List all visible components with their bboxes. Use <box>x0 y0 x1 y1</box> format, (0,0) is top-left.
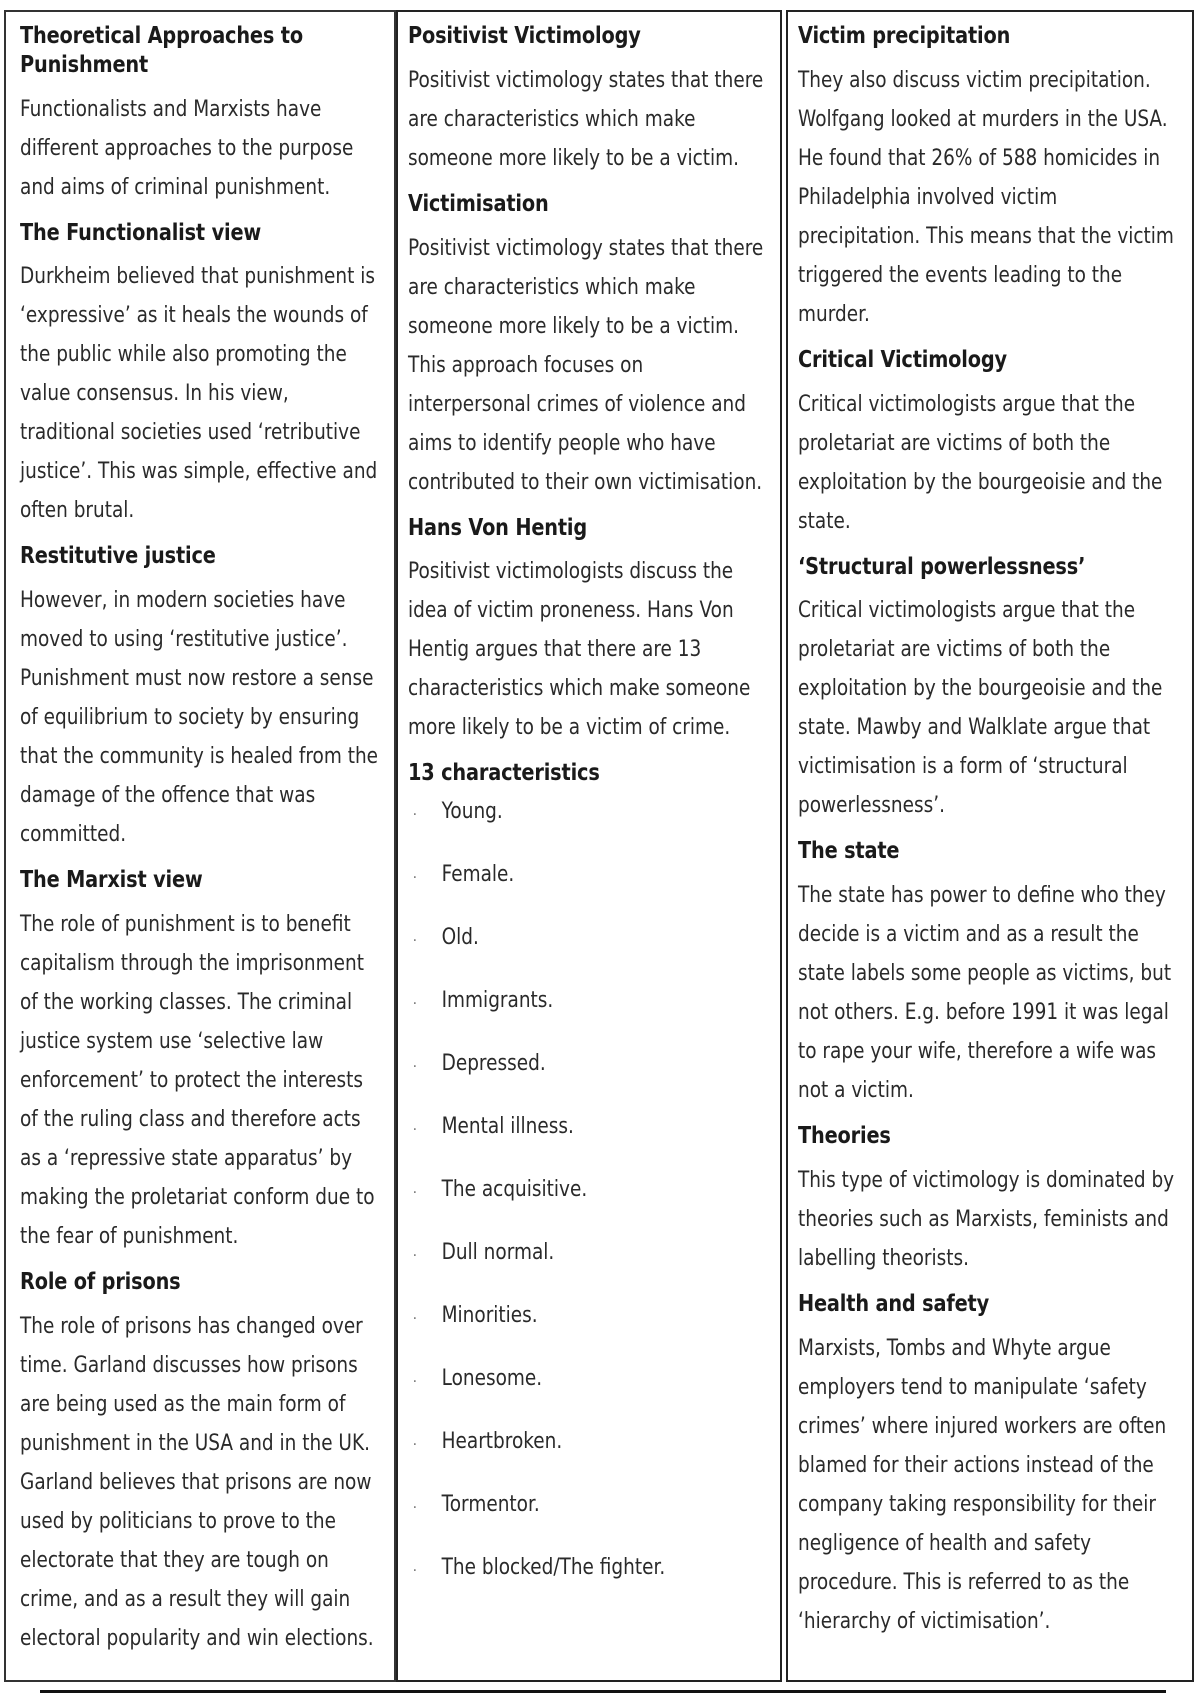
text-theories: This type of victimology is dominated by theories such as Marxists, feminists and labelling theorists. <box>798 1167 1175 1271</box>
list-item: · Female. <box>408 861 770 924</box>
bullet-icon: · <box>413 1248 417 1264</box>
list-item: · The acquisitive. <box>408 1176 770 1239</box>
bullet-icon: · <box>413 870 417 886</box>
list-item: · Minorities. <box>408 1302 770 1365</box>
list-item: · Heartbroken. <box>408 1428 770 1491</box>
list-item: · Immigrants. <box>408 987 770 1050</box>
heading-theories: Theories <box>798 1123 891 1149</box>
text-marxist-view: The role of punishment is to benefit capitalism through the imprisonment of the working classes. The criminal justice system use ‘selective law enforcement’ to protect the interests of the ruling class and therefore acts as a ‘repressive state apparatus’ by making the proletariat conform due to the fear of punishment. <box>20 911 375 1249</box>
bullet-icon: · <box>413 1374 417 1390</box>
bullet-icon: · <box>413 1059 417 1075</box>
heading-13-characteristics: 13 characteristics <box>408 760 600 787</box>
heading-positivist-victimology: Positivist Victimology <box>408 23 641 49</box>
heading-victimisation: Victimisation <box>408 190 549 217</box>
heading-marxist-view: The Marxist view <box>20 867 203 893</box>
text-functionalist-view: Durkheim believed that punishment is ‘expressive’ as it heals the wounds of the public while also promoting the value consensus. In his view, traditional societies used ‘retributive justice’. This was simple, effective and often brutal. <box>20 264 378 524</box>
bullet-icon: · <box>413 1563 417 1579</box>
heading-critical-victimology: Critical Victimology <box>798 346 1007 373</box>
text-victim-precipitation: They also discuss victim precipitation. Wolfgang looked at murders in the USA. He found that 26% of 588 homicides in Philadelphia involved victim precipitation. This means that the victim triggered the events leading to the murder. <box>798 67 1174 327</box>
heading-restitutive-justice: Restitutive justice <box>20 543 216 570</box>
bullet-icon: · <box>413 1122 417 1138</box>
heading-structural-powerlessness: ‘Structural powerlessness’ <box>798 553 1086 580</box>
text-victimisation: Positivist victimology states that there are characteristics which make someone more likely to be a victim. This approach focuses on interpersonal crimes of violence and aims to identify people who have contributed to their own victimisation. <box>408 235 764 495</box>
column-positivist-victimology <box>396 10 782 1682</box>
bullet-icon: · <box>413 933 417 949</box>
bullet-icon: · <box>413 996 417 1012</box>
text-positivist-victimology: Positivist victimology states that there are characteristics which make someone more likely to be a victim. <box>408 67 764 171</box>
list-item: · Tormentor. <box>408 1491 770 1554</box>
text-health-and-safety: Marxists, Tombs and Whyte argue employers tend to manipulate ‘safety crimes’ where injured workers are often blamed for their actions instead of the company taking responsibility for their negligence of health and safety procedure. This is referred to as the ‘hierarchy of victimisation’. <box>798 1335 1167 1634</box>
list-item: · Depressed. <box>408 1050 770 1113</box>
heading-theoretical-approaches: Theoretical Approaches to Punishment <box>20 23 303 78</box>
heading-the-state: The state <box>798 838 900 865</box>
list-item: · Old. <box>408 924 770 987</box>
heading-role-of-prisons: Role of prisons <box>20 1268 181 1295</box>
bullet-icon: · <box>413 1185 417 1201</box>
bullet-icon: · <box>413 1437 417 1453</box>
bullet-icon: · <box>413 1311 417 1327</box>
column-victim-precipitation <box>786 10 1194 1682</box>
list-item: · Young. <box>408 798 770 861</box>
column-punishment <box>4 10 396 1682</box>
text-the-state: The state has power to define who they decide is a victim and as a result the state labels some people as victims, but not others. E.g. before 1991 it was legal to rape your wife, therefore a wife was not a victim. <box>798 883 1172 1103</box>
heading-functionalist-view: The Functionalist view <box>20 219 262 246</box>
text-restitutive-justice: However, in modern societies have moved to using ‘restitutive justice’. Punishment must now restore a sense of equilibrium to society by ensuring that the community is healed from the damage of the offence that was committed. <box>20 588 379 847</box>
text-structural-powerlessness: Critical victimologists argue that the proletariat are victims of both the exploitation by the bourgeoisie and the state. Mawby and Walklate argue that victimisation is a form of ‘structural powerlessness’. <box>798 598 1163 819</box>
list-item: · Dull normal. <box>408 1239 770 1302</box>
bottom-divider <box>40 1690 1166 1693</box>
heading-health-and-safety: Health and safety <box>798 1290 990 1317</box>
text-role-of-prisons: The role of prisons has changed over time. Garland discusses how prisons are being used as the main form of punishment in the USA and in the UK. Garland believes that prisons are now used by politicians to prove to the electorate that they are tough on crime, and as a result they will gain electoral popularity and win elections. <box>20 1313 374 1651</box>
text-hans-von-hentig: Positivist victimologists discuss the idea of victim proneness. Hans Von Hentig argues that there are 13 characteristics which make someone more likely to be a victim of crime. <box>408 559 751 741</box>
list-item: · The blocked/The fighter. <box>408 1554 770 1617</box>
heading-hans-von-hentig: Hans Von Hentig <box>408 514 588 541</box>
list-item: · Mental illness. <box>408 1113 770 1176</box>
characteristics-list <box>408 798 770 1617</box>
text-critical-victimology: Critical victimologists argue that the proletariat are victims of both the exploitation by the bourgeoisie and the state. <box>798 391 1163 534</box>
text-theoretical-approaches: Functionalists and Marxists have different approaches to the purpose and aims of criminal punishment. <box>20 96 354 200</box>
bullet-icon: · <box>413 807 417 823</box>
heading-victim-precipitation: Victim precipitation <box>798 23 1011 49</box>
list-item: · Lonesome. <box>408 1365 770 1428</box>
bullet-icon: · <box>413 1500 417 1516</box>
